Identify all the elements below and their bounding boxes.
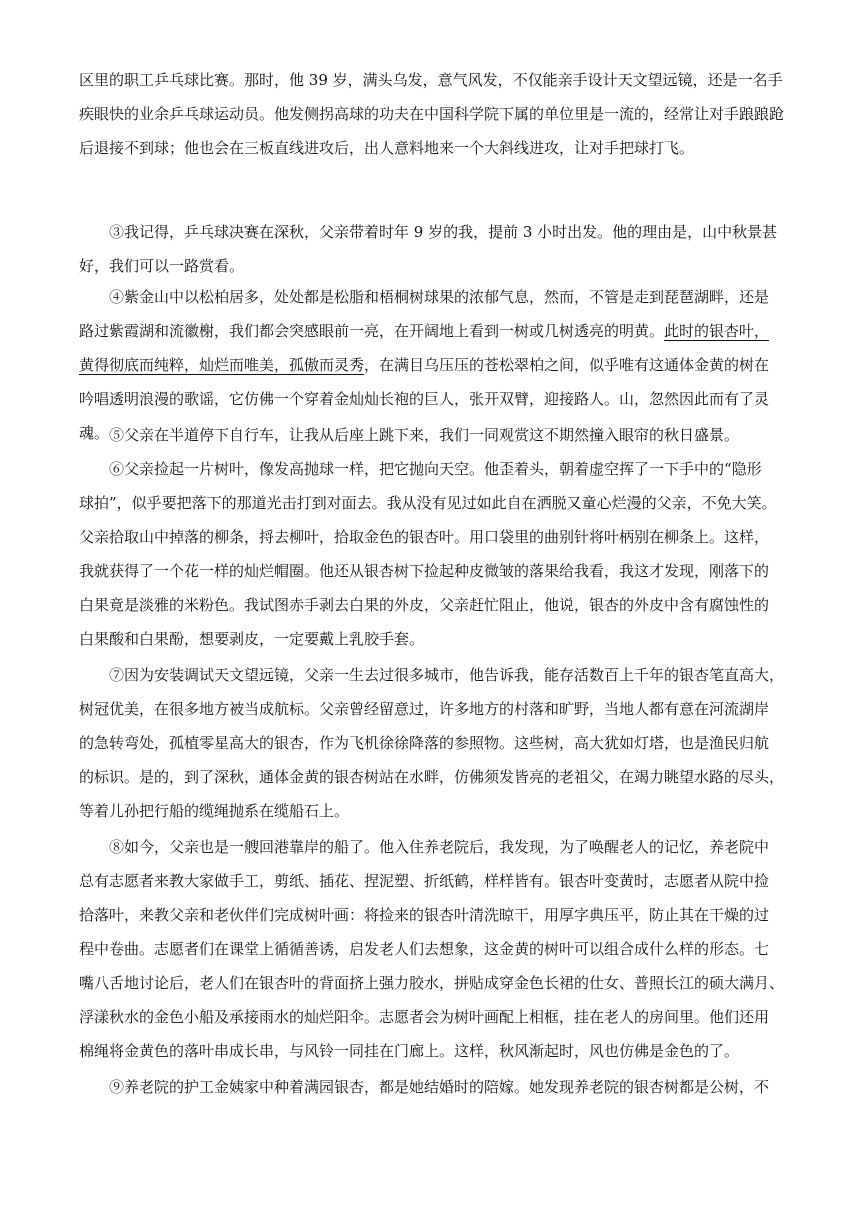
text-line: 棉绳将金黄色的落叶串成长串，与风铃一同挂在门廊上。这样，秋风渐起时，风也仿佛是金色的了。 (79, 1042, 740, 1060)
paragraph-8 (79, 830, 784, 1068)
paragraph-7 (79, 658, 784, 828)
paragraph-continuation (79, 63, 784, 165)
text-line: ④紫金山中以松柏居多，处处都是松脂和梧桐树球果的浓郁气息，然而，不管是走到琵琶湖畔，还是 (109, 288, 770, 306)
text-line: 的标识。是的，到了深秋，通体金黄的银杏树站在水畔，仿佛须发皆亮的老祖父，在竭力眺望水路的尽头， (79, 768, 784, 786)
text-line: 的急转弯处，孤植零星高大的银杏，作为飞机徐徐降落的参照物。这些树，高大犹如灯塔，也是渔民归航 (79, 734, 770, 752)
text-line (79, 314, 784, 348)
text-line: 父亲拾取山中掉落的柳条，捋去柳叶，拾取金色的银杏叶。用口袋里的曲别针将叶柄别在柳条上。这样， (79, 528, 770, 546)
text-line: 疾眼快的业余乒乓球运动员。他发侧拐高球的功夫在中国科学院下属的单位里是一流的，经常让对手踉踉跄 (79, 105, 784, 123)
text-line: ⑨养老院的护工金姨家中种着满园银杏，都是她结婚时的陪嫁。她发现养老院的银杏树都是公树，不 (109, 1078, 770, 1096)
underlined-text: 黄得彻底而纯粹，灿烂而唯美，孤傲而灵秀 (79, 356, 365, 374)
text-line: ③我记得，乒乓球决赛在深秋，父亲带着时年 9 岁的我，提前 3 小时出发。他的理由是，山中秋景甚 (109, 223, 778, 241)
text-line: 白果竟是淡雅的米粉色。我试图赤手剥去白果的外皮，父亲赶忙阻止，他说，银杏的外皮中含有腐蚀性的 (79, 596, 770, 614)
text-segment: ，在满目乌压压的苍松翠柏之间，似乎唯有这通体金黄的树在 (364, 356, 770, 374)
text-line: 程中卷曲。志愿者们在课堂上循循善诱，启发老人们去想象，这金黄的树叶可以组合成什么样的形态。七 (79, 940, 770, 958)
paragraph-3 (79, 215, 784, 283)
underlined-text: 此时的银杏叶， (664, 322, 770, 340)
text-line: ⑤父亲在半道停下自行车，让我从后座上跳下来，我们一同观赏这不期然撞入眼帘的秋日盛景。 (109, 426, 740, 444)
text-line: 后退接不到球；他也会在三板直线进攻后，出人意料地来一个大斜线进攻，让对手把球打飞。 (79, 139, 695, 157)
text-line: 我就获得了一个花一样的灿烂帽圈。他还从银杏树下捡起种皮微皱的落果给我看，我这才发现，刚落下的 (79, 562, 770, 580)
text-line: 等着儿孙把行船的缆绳抛系在缆船石上。 (79, 802, 350, 820)
text-line: 区里的职工乒乓球比赛。那时，他 39 岁，满头乌发，意气风发，不仅能亲手设计天文望远镜，还是一名手 (79, 71, 783, 89)
text-line: 魂。 (79, 424, 110, 442)
text-line: 拾落叶，来教父亲和老伙伴们完成树叶画：将捡来的银杏叶清洗晾干，用厚字典压平，防止其在干燥的过 (79, 906, 770, 924)
text-line: ⑦因为安装调试天文望远镜，父亲一生去过很多城市，他告诉我，能存活数百上千年的银杏笔直高大， (109, 666, 784, 684)
text-line: ⑧如今，父亲也是一艘回港靠岸的船了。他入住养老院后，我发现，为了唤醒老人的记忆，养老院中 (109, 838, 770, 856)
text-line (79, 348, 784, 382)
text-line: 好，我们可以一路赏看。 (79, 257, 245, 275)
text-line: 吟唱透明浪漫的歌谣，它仿佛一个穿着金灿灿长袍的巨人，张开双臂，迎接路人。山，忽然因此而有了灵 (79, 390, 770, 408)
paragraph-9 (79, 1070, 784, 1104)
text-line: 嘴八舌地讨论后，老人们在银杏叶的背面挤上强力胶水，拼贴成穿金色长裙的仕女、普照长江的硕大满月、 (79, 974, 784, 992)
text-line: 浮漾秋水的金色小船及承接雨水的灿烂阳伞。志愿者会为树叶画配上相框，挂在老人的房间里。他们还用 (79, 1008, 770, 1026)
text-line: ⑥父亲捡起一片树叶，像发高抛球一样，把它抛向天空。他歪着头，朝着虚空挥了一下手中的“隐形 (109, 460, 762, 478)
text-line: 白果酸和白果酚，想要剥皮，一定要戴上乳胶手套。 (79, 630, 425, 648)
text-line: 球拍”，似乎要把落下的那道光击打到对面去。我从没有见过如此自在洒脱又童心烂漫的父亲，不免大笑。 (79, 494, 777, 512)
text-line: 总有志愿者来教大家做手工，剪纸、插花、捏泥塑、折纸鹤，样样皆有。银杏叶变黄时，志愿者从院中捡 (79, 872, 770, 890)
paragraph-6 (79, 452, 784, 656)
text-line: 树冠优美，在很多地方被当成航标。父亲曾经留意过，许多地方的村落和旷野，当地人都有意在河流湖岸 (79, 700, 770, 718)
paragraph-5 (79, 418, 784, 452)
text-segment: 路过紫霞湖和流徽榭，我们都会突感眼前一亮，在开阔地上看到一树或几树透亮的明黄。 (79, 322, 665, 340)
